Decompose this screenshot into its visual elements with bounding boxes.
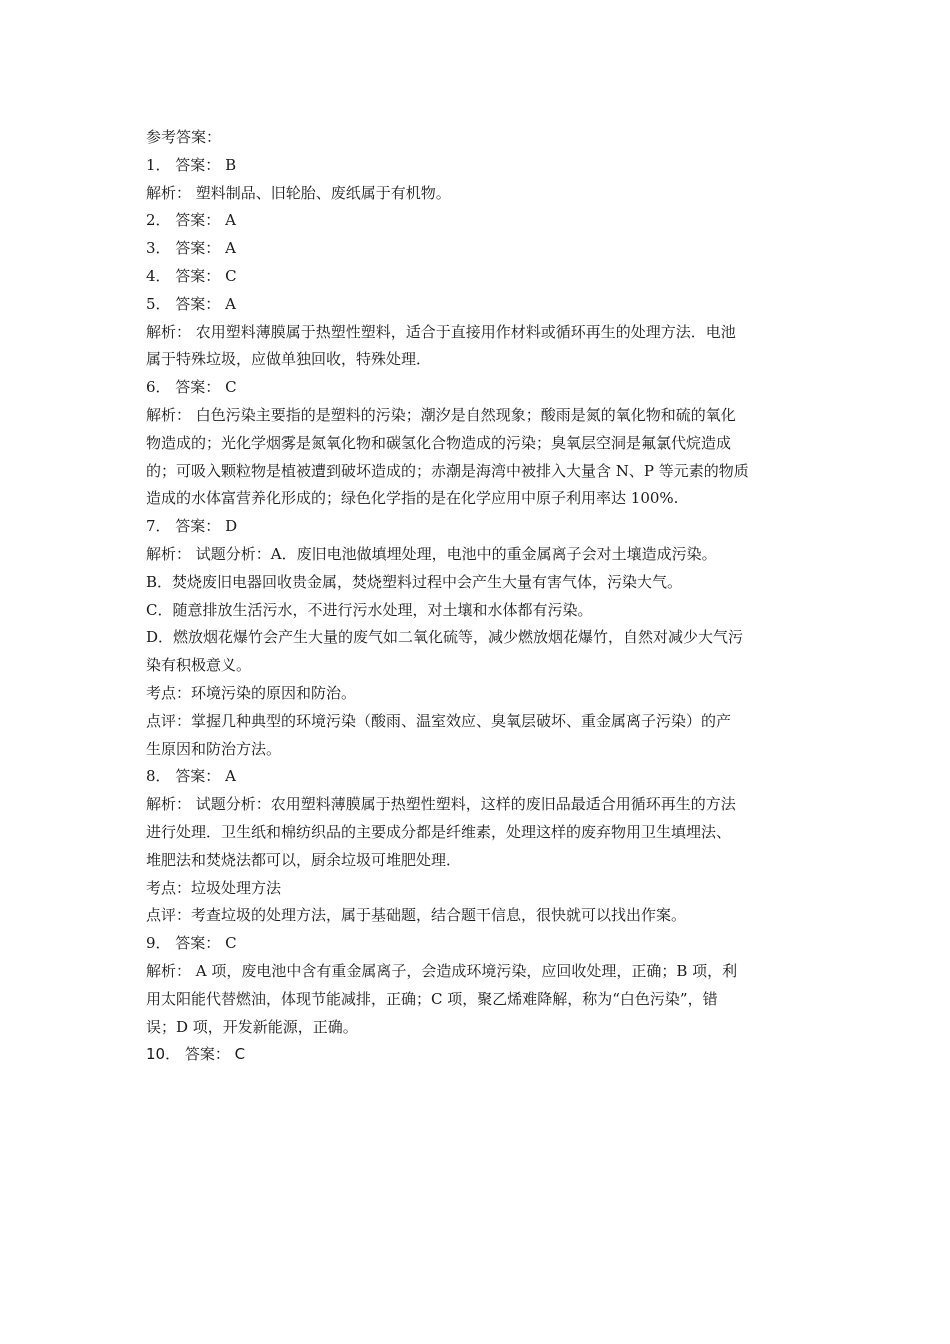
explanation-6-line-3: 的；可吸入颗粒物是植被遭到破坏造成的；赤潮是海湾中被排入大量含 N、P 等元素的物质 bbox=[146, 461, 749, 480]
heading-reference-answers: 参考答案： bbox=[146, 128, 222, 146]
explanation-8-line-3: 堆肥法和焚烧法都可以，厨余垃圾可堆肥处理． bbox=[146, 850, 462, 869]
explanation-7-line-4: D．燃放烟花爆竹会产生大量的废气如二氧化硫等，减少燃放烟花爆竹，自然对减少大气污 bbox=[146, 628, 744, 647]
explanation-1: 解析： 塑料制品、旧轮胎、废纸属于有机物。 bbox=[146, 183, 451, 202]
explanation-6-line-2: 物造成的；光化学烟雾是氮氧化物和碳氢化合物造成的污染；臭氧层空洞是氟氯代烷造成 bbox=[146, 433, 732, 452]
answer-3: 3． 答案： A bbox=[146, 239, 236, 258]
explanation-8-line-2: 进行处理．卫生纸和棉纺织品的主要成分都是纤维素，处理这样的废弃物用卫生填埋法、 bbox=[146, 822, 732, 841]
explanation-9-line-3: 误；D 项，开发新能源，正确。 bbox=[146, 1017, 358, 1036]
comment-7-line-2: 生原因和防治方法。 bbox=[146, 739, 282, 758]
explanation-6-line-1: 解析： 白色污染主要指的是塑料的污染；潮汐是自然现象；酸雨是氮的氧化物和硫的氧化 bbox=[146, 405, 736, 424]
answer-1: 1． 答案： B bbox=[146, 155, 237, 174]
explanation-7-line-5: 染有积极意义。 bbox=[146, 656, 252, 675]
answer-2: 2． 答案： A bbox=[146, 211, 236, 230]
explanation-9-line-1: 解析： A 项，废电池中含有重金属离子，会造成环境污染，应回收处理，正确；B 项，利 bbox=[146, 961, 738, 980]
answer-4: 4． 答案： C bbox=[146, 266, 237, 285]
explanation-7-line-1: 解析： 试题分析：A．废旧电池做填埋处理，电池中的重金属离子会对土壤造成污染。 bbox=[146, 544, 717, 563]
comment-7-line-1: 点评：掌握几种典型的环境污染（酸雨、温室效应、臭氧层破坏、重金属离子污染）的产 bbox=[146, 711, 732, 730]
answer-6: 6． 答案： C bbox=[146, 378, 237, 397]
explanation-7-line-3: C．随意排放生活污水，不进行污水处理，对土壤和水体都有污染。 bbox=[146, 600, 593, 619]
answer-key-document bbox=[146, 124, 810, 1069]
comment-8: 点评：考查垃圾的处理方法，属于基础题，结合题干信息，很快就可以找出作案。 bbox=[146, 906, 687, 925]
explanation-5-line-1: 解析： 农用塑料薄膜属于热塑性塑料，适合于直接用作材料或循环再生的处理方法．电池 bbox=[146, 322, 736, 341]
explanation-6-line-4: 造成的水体富营养化形成的；绿色化学指的是在化学应用中原子利用率达 100%. bbox=[146, 489, 679, 508]
topic-7: 考点：环境污染的原因和防治。 bbox=[146, 683, 357, 702]
explanation-9-line-2: 用太阳能代替燃油，体现节能减排，正确；C 项，聚乙烯难降解，称为“白色污染”，错 bbox=[146, 989, 718, 1008]
answer-10: 10． 答案： C bbox=[146, 1045, 246, 1064]
answer-5: 5． 答案： A bbox=[146, 294, 236, 313]
explanation-8-line-1: 解析： 试题分析：农用塑料薄膜属于热塑性塑料，这样的废旧品最适合用循环再生的方法 bbox=[146, 795, 736, 814]
explanation-5-line-2: 属于特殊垃圾，应做单独回收，特殊处理． bbox=[146, 350, 432, 369]
answer-7: 7． 答案： D bbox=[146, 517, 238, 536]
answer-9: 9． 答案： C bbox=[146, 934, 237, 953]
answer-8: 8． 答案： A bbox=[146, 767, 236, 786]
topic-8: 考点：垃圾处理方法 bbox=[146, 878, 282, 897]
explanation-7-line-2: B．焚烧废旧电器回收贵金属，焚烧塑料过程中会产生大量有害气体，污染大气。 bbox=[146, 572, 683, 591]
